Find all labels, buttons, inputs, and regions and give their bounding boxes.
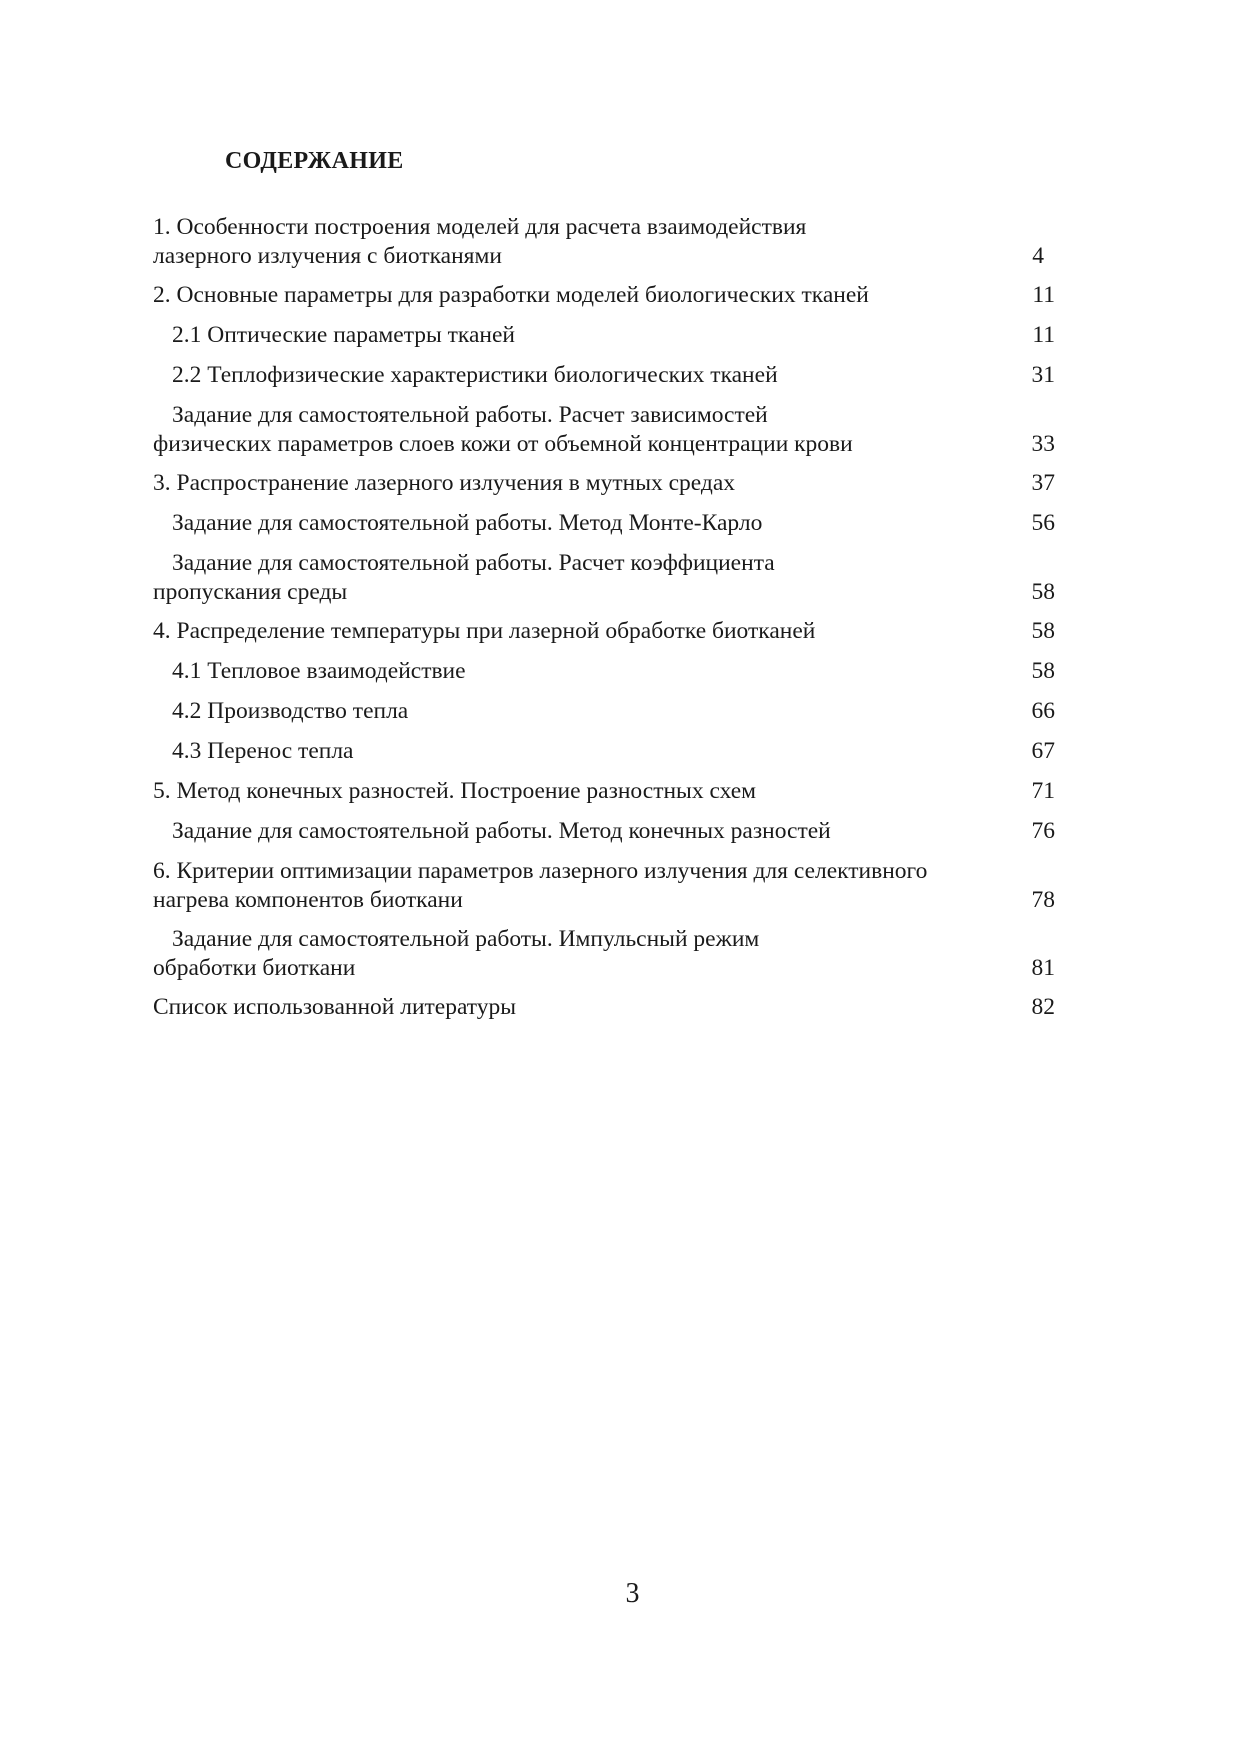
toc-entry-page: 11 [1032, 282, 1055, 308]
toc-entry-label: Список использованной литературы [153, 994, 517, 1020]
toc-entry-page: 4 [1032, 242, 1044, 269]
toc-entry-label: 6. Критерии оптимизации параметров лазерного излучения для селективного нагрева компонентов биоткани [153, 858, 928, 913]
toc-entry-page: 33 [1031, 430, 1055, 457]
toc-entry-label: 2.1 Оптические параметры тканей [172, 322, 516, 348]
toc-entry-4 [153, 617, 1055, 646]
toc-entry-label: 3. Распространение лазерного излучения в мутных средах [153, 470, 736, 496]
toc-entry-6 [153, 857, 1055, 914]
toc-entry-label: Задание для самостоятельной работы. Метод Монте-Карло [172, 510, 763, 536]
toc-entry-label: 4.2 Производство тепла [172, 698, 409, 724]
toc-entry-page: 78 [1031, 886, 1055, 913]
toc-entry-task-2 [153, 509, 1055, 538]
table-of-contents [153, 213, 1055, 1033]
toc-entry-page: 58 [1031, 658, 1055, 684]
toc-entry-label: 2. Основные параметры для разработки моделей биологических тканей [153, 282, 869, 308]
toc-entry-page: 31 [1031, 362, 1055, 388]
toc-entry-1 [153, 213, 1055, 270]
toc-entry-label: 1. Особенности построения моделей для расчета взаимодействия лазерного излучения с биотканями [153, 214, 807, 269]
toc-entry-label: Задание для самостоятельной работы. Расчет зависимостей физических параметров слоев кожи от объемной концентрации крови [153, 402, 853, 457]
toc-entry-page: 37 [1031, 470, 1055, 496]
toc-entry-page: 58 [1031, 578, 1055, 605]
toc-entry-label: 4.3 Перенос тепла [172, 738, 354, 764]
toc-entry-page: 81 [1031, 954, 1055, 981]
toc-entry-page: 76 [1031, 818, 1055, 844]
page-title: СОДЕРЖАНИЕ [225, 148, 404, 174]
toc-entry-page: 67 [1031, 738, 1055, 764]
toc-entry-5 [153, 777, 1055, 806]
toc-entry-2-2 [153, 361, 1055, 390]
toc-entry-task-3 [153, 549, 1055, 606]
toc-entry-label: 5. Метод конечных разностей. Построение разностных схем [153, 778, 757, 804]
toc-entry-references [153, 993, 1055, 1022]
toc-entry-task-4 [153, 817, 1055, 846]
toc-entry-label: Задание для самостоятельной работы. Импульсный режим обработки биоткани [153, 926, 760, 981]
toc-entry-label: 4. Распределение температуры при лазерной обработке биотканей [153, 618, 816, 644]
toc-entry-4-3 [153, 737, 1055, 766]
toc-entry-4-1 [153, 657, 1055, 686]
toc-entry-page: 71 [1031, 778, 1055, 804]
toc-entry-page: 11 [1032, 322, 1055, 348]
toc-entry-label: Задание для самостоятельной работы. Расчет коэффициента пропускания среды [153, 550, 775, 605]
toc-entry-page: 66 [1031, 698, 1055, 724]
toc-entry-4-2 [153, 697, 1055, 726]
toc-entry-page: 56 [1031, 510, 1055, 536]
toc-entry-page: 58 [1031, 618, 1055, 644]
toc-entry-task-5 [153, 925, 1055, 982]
toc-entry-label: 4.1 Тепловое взаимодействие [172, 658, 466, 684]
toc-entry-3 [153, 469, 1055, 498]
toc-entry-task-1 [153, 401, 1055, 458]
toc-entry-2 [153, 281, 1055, 310]
toc-entry-2-1 [153, 321, 1055, 350]
toc-entry-page: 82 [1031, 994, 1055, 1020]
page-number: 3 [625, 1578, 640, 1609]
toc-entry-label: Задание для самостоятельной работы. Метод конечных разностей [172, 818, 831, 844]
toc-entry-label: 2.2 Теплофизические характеристики биологических тканей [172, 362, 778, 388]
